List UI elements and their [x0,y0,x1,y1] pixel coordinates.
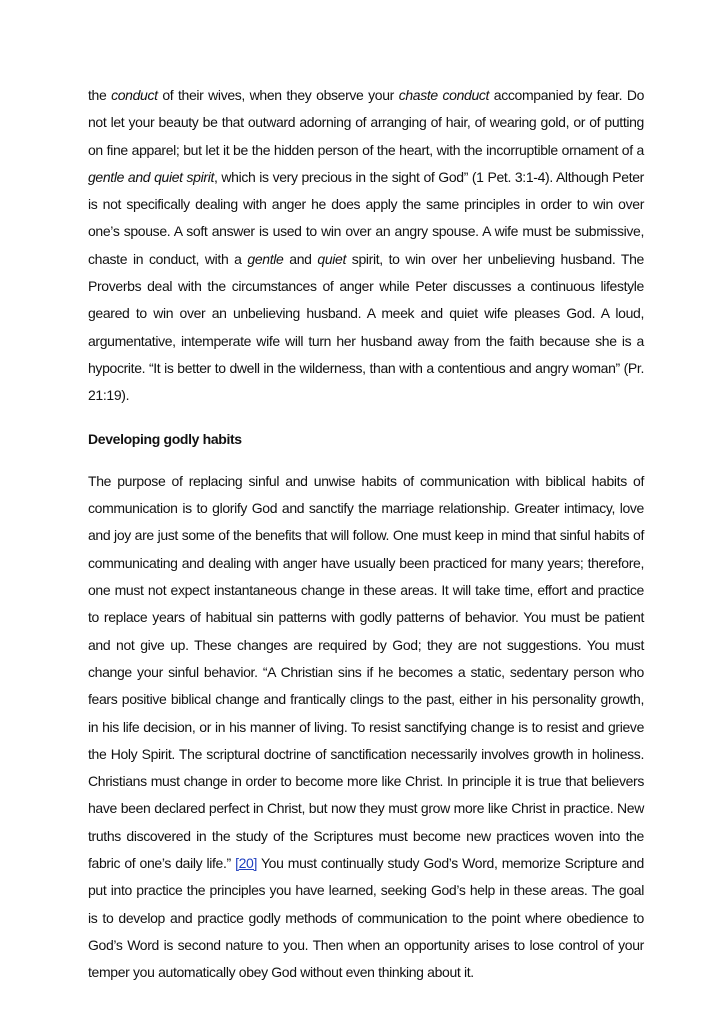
italic-phrase: quiet [317,250,346,267]
paragraph-godly-habits [88,468,644,987]
italic-phrase: conduct [111,87,158,103]
text-run: , which is very precious in the sight of God” (1 Pet. 3:1-4). Although Peter is not specifically dealing with anger he does apply the same principles in order to win over one’s spouse. A soft answer is used to win over an angry spouse. A wife must be submissive, chaste in conduct, with a [88,168,644,267]
text-run: of their wives, when they observe your [157,87,399,103]
page-body [88,82,644,987]
italic-phrase: gentle and quiet spirit [88,168,214,185]
text-run: the [88,87,112,103]
text-run: spirit, to win over her unbelieving husband. The Proverbs deal with the circumstances of anger while Peter discusses a continuous lifestyle geared to win over an unbelieving husband. A meek and quiet wife pleases God. A loud, argumentative, intemperate wife will turn her husband away from the faith because she is a hypocrite. “It is better to dwell in the wilderness, than with a contentious and angry woman” (Pr. 21:19). [88,250,644,404]
paragraph-peter-anger [88,82,644,410]
italic-phrase: chaste conduct [398,87,490,103]
footnote-link[interactable]: [20] [235,855,258,872]
text-run: accompanied by fear. Do not let your beauty be that outward adorning of arranging of hair, of wearing gold, or of putting on fine apparel; but let it be the hidden person of the heart, with the incorruptible ornament of a [88,87,645,158]
text-run: and [283,250,318,267]
text-run: The purpose of replacing sinful and unwise habits of communication with biblical habits of communication is to glorify God and sanctify the marriage relationship. Greater intimacy, love and joy are just some of the benefits that will follow. One must keep in mind that sinful habits of communicating and dealing with anger have usually been practiced for many years; therefore, one must not expect instantaneous change in these areas. It will take time, effort and practice to replace years of habitual sin patterns with godly patterns of behavior. You must be patient and not give up. These changes are required by God; they are not suggestions. You must change your sinful behavior. “A Christian sins if he becomes a static, sedentary person who fears positive biblical change and frantically clings to the past, either in his personality growth, in his life decision, or in his manner of living. To resist sanctifying change is to resist and grieve the Holy Spirit. The scriptural doctrine of sanctification necessarily involves growth in holiness. Christians must change in order to become more like Christ. In principle it is true that believers have been declared perfect in Christ, but now they must grow more like Christ in practice. New truths discovered in the study of the Scriptures must become new practices woven into the fabric of one’s daily life.” [88,472,644,872]
text-run: You must continually study God’s Word, memorize Scripture and put into practice the principles you have learned, seeking God’s help in these areas. The goal is to develop and practice godly methods of communication to the point where obedience to God’s Word is second nature to you. Then when an opportunity arises to lose control of your temper you automatically obey God without even thinking about it. [88,855,644,981]
italic-phrase: gentle [247,250,284,267]
section-heading: Developing godly habits [88,430,242,447]
